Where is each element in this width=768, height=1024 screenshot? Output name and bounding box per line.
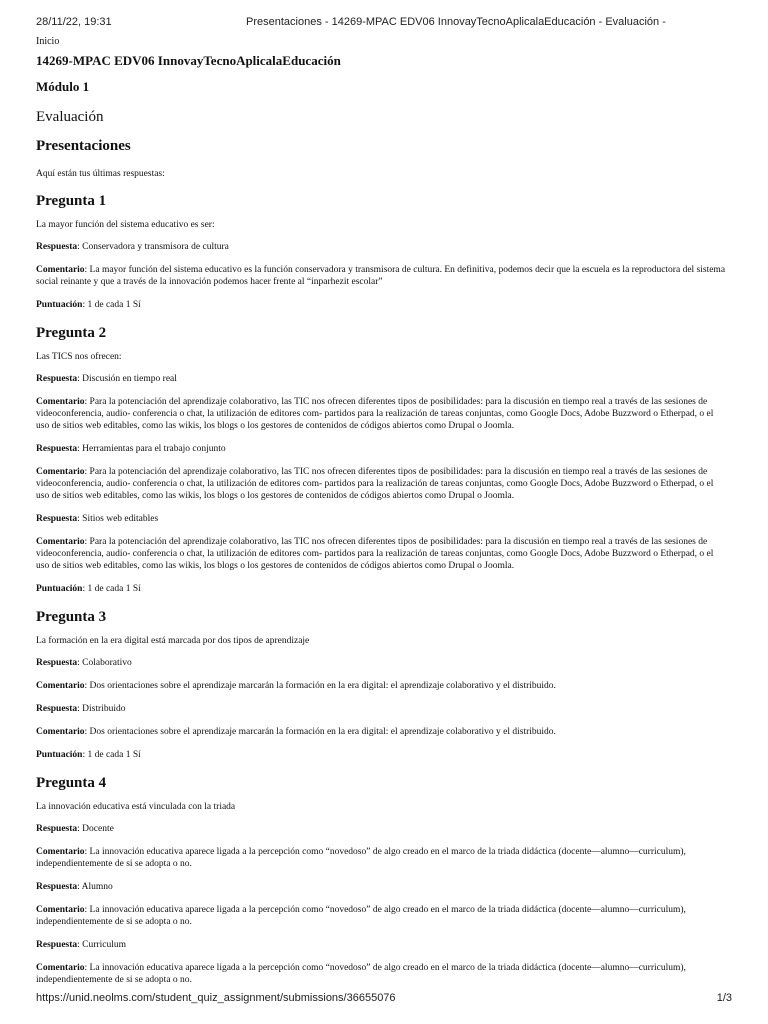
comment-value: : Para la potenciación del aprendizaje colaborativo, las TIC nos ofrecen diferentes tipos de posibilidades: para la discusión en tiempo real a través de las sesiones de videoconferencia, audio- conferencia o chat, la utilización de editores com- partidos para la realización de tareas conjuntas, como Google Docs, Adobe Buzzword o Etherpad, o el uso de sitios web editables, como las wikis, los blogs o los gestores de contenidos de códigos abiertos como Drupal o Joomla. bbox=[36, 537, 714, 571]
comment-label: Comentario bbox=[36, 467, 85, 477]
question-text: La formación en la era digital está marcada por dos tipos de aprendizaje bbox=[36, 636, 310, 646]
score-value: : 1 de cada 1 Sí bbox=[82, 750, 141, 760]
comment-value: : La innovación educativa aparece ligada a la percepción como “novedoso” de algo creado en el marco de la triada didáctica (docente—alumno—curriculum), independientemente de si se adopta o no. bbox=[36, 847, 686, 869]
question-text: La innovación educativa está vinculada con la triada bbox=[36, 802, 236, 812]
question-heading: Pregunta 3 bbox=[36, 609, 107, 625]
main-content bbox=[36, 36, 728, 1000]
score-line bbox=[36, 299, 728, 311]
answer-value: : Sitios web editables bbox=[77, 514, 159, 524]
print-doc-title: Presentaciones - 14269-MPAC EDV06 InnovayTecnoAplicalaEducación - Evaluación - bbox=[246, 16, 666, 28]
intro-text: Aquí están tus últimas respuestas: bbox=[36, 169, 165, 179]
question-heading: Pregunta 2 bbox=[36, 325, 107, 341]
answer-line bbox=[36, 241, 728, 253]
comment-label: Comentario bbox=[36, 905, 85, 915]
comment-line bbox=[36, 846, 728, 870]
question-text: Las TICS nos ofrecen: bbox=[36, 352, 122, 362]
comment-label: Comentario bbox=[36, 681, 85, 691]
print-page-number: 1/3 bbox=[716, 992, 732, 1004]
comment-value: : Para la potenciación del aprendizaje colaborativo, las TIC nos ofrecen diferentes tipos de posibilidades: para la discusión en tiempo real a través de las sesiones de videoconferencia, audio- conferencia o chat, la utilización de editores com- partidos para la realización de tareas conjuntas, como Google Docs, Adobe Buzzword o Etherpad, o el uso de sitios web editables, como las wikis, los blogs o los gestores de contenidos de códigos abiertos como Drupal o Joomla. bbox=[36, 467, 714, 501]
answer-label: Respuesta bbox=[36, 704, 78, 714]
score-label: Puntuación bbox=[36, 300, 83, 310]
answer-line bbox=[36, 513, 728, 525]
score-value: : 1 de cada 1 Sí bbox=[82, 300, 141, 310]
answer-label: Respuesta bbox=[36, 824, 78, 834]
answer-value: : Alumno bbox=[77, 882, 113, 892]
print-url: https://unid.neolms.com/student_quiz_assignment/submissions/36655076 bbox=[36, 992, 396, 1004]
question-1 bbox=[36, 193, 728, 311]
section-title: Evaluación bbox=[36, 109, 104, 125]
comment-label: Comentario bbox=[36, 963, 85, 973]
module-title: Módulo 1 bbox=[36, 79, 90, 94]
comment-line bbox=[36, 904, 728, 928]
answer-line bbox=[36, 823, 728, 835]
answer-line bbox=[36, 443, 728, 455]
comment-value: : Dos orientaciones sobre el aprendizaje marcarán la formación en la era digital: el aprendizaje colaborativo y el distribuido. bbox=[84, 681, 556, 691]
page-title: Presentaciones bbox=[36, 138, 131, 154]
comment-line bbox=[36, 396, 728, 432]
comment-line bbox=[36, 726, 728, 738]
answer-label: Respuesta bbox=[36, 374, 78, 384]
comment-line bbox=[36, 536, 728, 572]
answer-value: : Discusión en tiempo real bbox=[77, 374, 177, 384]
comment-value: : La innovación educativa aparece ligada a la percepción como “novedoso” de algo creado en el marco de la triada didáctica (docente—alumno—curriculum), independientemente de si se adopta o no. bbox=[36, 963, 686, 985]
comment-line bbox=[36, 680, 728, 692]
answer-line bbox=[36, 881, 728, 893]
answer-line bbox=[36, 703, 728, 715]
comment-label: Comentario bbox=[36, 537, 85, 547]
comment-line bbox=[36, 466, 728, 502]
question-3 bbox=[36, 609, 728, 761]
answer-line bbox=[36, 657, 728, 669]
answer-value: : Curriculum bbox=[77, 940, 126, 950]
answer-value: : Distribuido bbox=[77, 704, 126, 714]
score-label: Puntuación bbox=[36, 584, 83, 594]
answer-value: : Herramientas para el trabajo conjunto bbox=[77, 444, 226, 454]
comment-value: : Para la potenciación del aprendizaje colaborativo, las TIC nos ofrecen diferentes tipos de posibilidades: para la discusión en tiempo real a través de las sesiones de videoconferencia, audio- conferencia o chat, la utilización de editores com- partidos para la realización de tareas conjuntas, como Google Docs, Adobe Buzzword o Etherpad, o el uso de sitios web editables, como las wikis, los blogs o los gestores de contenidos de códigos abiertos como Drupal o Joomla. bbox=[36, 397, 714, 431]
answer-line bbox=[36, 373, 728, 385]
comment-label: Comentario bbox=[36, 265, 85, 275]
answer-label: Respuesta bbox=[36, 940, 78, 950]
answer-label: Respuesta bbox=[36, 242, 78, 252]
answer-value: : Colaborativo bbox=[77, 658, 132, 668]
score-label: Puntuación bbox=[36, 750, 83, 760]
question-heading: Pregunta 4 bbox=[36, 775, 107, 791]
answer-label: Respuesta bbox=[36, 444, 78, 454]
score-value: : 1 de cada 1 Sí bbox=[82, 584, 141, 594]
score-line bbox=[36, 583, 728, 595]
score-line bbox=[36, 749, 728, 761]
question-2 bbox=[36, 325, 728, 595]
course-title: 14269-MPAC EDV06 InnovayTecnoAplicalaEducación bbox=[36, 53, 341, 68]
comment-label: Comentario bbox=[36, 727, 85, 737]
comment-value: : Dos orientaciones sobre el aprendizaje marcarán la formación en la era digital: el aprendizaje colaborativo y el distribuido. bbox=[84, 727, 556, 737]
answer-line bbox=[36, 939, 728, 951]
print-footer bbox=[36, 992, 732, 1004]
answer-value: : Conservadora y transmisora de cultura bbox=[77, 242, 229, 252]
answer-label: Respuesta bbox=[36, 658, 78, 668]
print-header bbox=[36, 16, 732, 28]
comment-label: Comentario bbox=[36, 397, 85, 407]
answer-label: Respuesta bbox=[36, 514, 78, 524]
question-heading: Pregunta 1 bbox=[36, 193, 107, 209]
comment-value: : La innovación educativa aparece ligada a la percepción como “novedoso” de algo creado en el marco de la triada didáctica (docente—alumno—curriculum), independientemente de si se adopta o no. bbox=[36, 905, 686, 927]
print-date: 28/11/22, 19:31 bbox=[36, 16, 112, 28]
comment-line bbox=[36, 962, 728, 986]
answer-value: : Docente bbox=[77, 824, 114, 834]
answer-label: Respuesta bbox=[36, 882, 78, 892]
question-text: La mayor función del sistema educativo es ser: bbox=[36, 220, 215, 230]
breadcrumb-home-link[interactable]: Inicio bbox=[36, 36, 60, 47]
comment-label: Comentario bbox=[36, 847, 85, 857]
comment-value: : La mayor función del sistema educativo es la función conservadora y transmisora de cultura. En definitiva, podemos decir que la escuela es la reproductora del sistema social reinante y que a través de la innovación podemos hacer frente al “inparhezit escolar” bbox=[36, 265, 726, 287]
question-4 bbox=[36, 775, 728, 986]
comment-line bbox=[36, 264, 728, 288]
